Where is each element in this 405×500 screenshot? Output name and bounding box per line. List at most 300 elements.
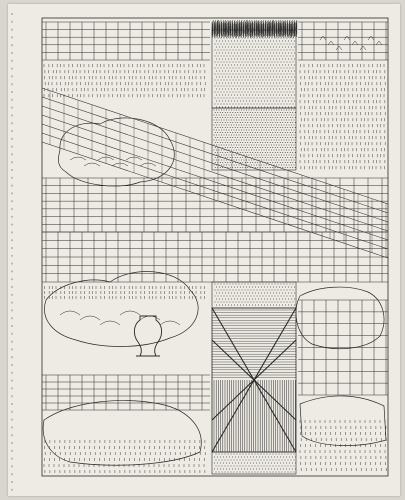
stipple-dot	[230, 98, 231, 99]
stipple-dot	[287, 80, 288, 81]
stipple-dot	[269, 104, 270, 105]
stipple-dot	[282, 287, 283, 288]
stipple-dot	[222, 83, 223, 84]
stipple-dot	[254, 115, 255, 116]
stipple-dot	[260, 132, 261, 133]
stipple-dot	[267, 35, 268, 36]
stipple-dot	[280, 157, 281, 158]
stipple-dot	[290, 127, 291, 128]
stipple-dot	[270, 95, 271, 96]
stipple-dot	[233, 296, 234, 297]
stipple-dot	[278, 284, 279, 285]
stipple-dot	[259, 160, 260, 161]
stipple-dot	[248, 68, 249, 69]
stipple-dot	[255, 83, 256, 84]
stipple-dot	[267, 132, 268, 133]
stipple-dot	[275, 62, 276, 63]
stipple-dot	[257, 132, 258, 133]
stipple-dot	[214, 463, 215, 464]
stipple-dot	[216, 59, 217, 60]
stipple-dot	[242, 132, 243, 133]
stipple-dot	[222, 127, 223, 128]
stipple-dot	[240, 299, 241, 300]
stipple-dot	[275, 167, 276, 168]
stipple-dot	[239, 80, 240, 81]
stipple-dot	[222, 162, 223, 163]
stipple-dot	[261, 140, 262, 141]
stipple-dot	[280, 137, 281, 138]
stipple-dot	[287, 32, 288, 33]
stipple-dot	[288, 59, 289, 60]
stipple-dot	[275, 74, 276, 75]
stipple-dot	[288, 71, 289, 72]
stipple-dot	[232, 132, 233, 133]
stipple-dot	[258, 299, 259, 300]
stipple-dot	[275, 157, 276, 158]
stipple-dot	[294, 140, 295, 141]
stipple-dot	[240, 454, 241, 455]
stipple-dot	[234, 293, 235, 294]
stipple-dot	[276, 145, 277, 146]
stipple-dot	[269, 130, 270, 131]
binding-hole	[11, 29, 13, 31]
stipple-dot	[216, 77, 217, 78]
stipple-dot	[248, 98, 249, 99]
stipple-dot	[245, 98, 246, 99]
binding-hole	[11, 372, 13, 374]
stipple-dot	[255, 112, 256, 113]
stipple-dot	[255, 65, 256, 66]
stipple-dot	[214, 130, 215, 131]
stipple-dot	[230, 162, 231, 163]
stipple-dot	[267, 122, 268, 123]
stipple-dot	[285, 127, 286, 128]
stipple-dot	[215, 162, 216, 163]
stipple-dot	[215, 80, 216, 81]
stipple-dot	[258, 47, 259, 48]
stipple-dot	[280, 142, 281, 143]
stipple-dot	[217, 137, 218, 138]
stipple-dot	[287, 157, 288, 158]
stipple-dot	[237, 127, 238, 128]
stipple-dot	[215, 32, 216, 33]
stipple-dot	[242, 98, 243, 99]
stipple-dot	[295, 162, 296, 163]
stipple-dot	[245, 92, 246, 93]
stipple-dot	[280, 463, 281, 464]
stipple-dot	[249, 71, 250, 72]
stipple-dot	[260, 290, 261, 291]
stipple-dot	[246, 71, 247, 72]
stipple-dot	[239, 302, 240, 303]
stipple-dot	[257, 104, 258, 105]
stipple-dot	[222, 287, 223, 288]
stipple-dot	[290, 80, 291, 81]
stipple-dot	[271, 469, 272, 470]
stipple-dot	[245, 137, 246, 138]
stipple-dot	[285, 107, 286, 108]
stipple-dot	[216, 299, 217, 300]
stipple-dot	[216, 293, 217, 294]
stipple-dot	[270, 83, 271, 84]
stipple-dot	[262, 463, 263, 464]
stipple-dot	[286, 140, 287, 141]
stipple-dot	[233, 290, 234, 291]
stipple-dot	[266, 80, 267, 81]
stipple-dot	[242, 112, 243, 113]
stipple-dot	[278, 44, 279, 45]
stipple-dot	[270, 35, 271, 36]
stipple-dot	[287, 132, 288, 133]
stipple-dot	[262, 117, 263, 118]
stipple-dot	[275, 68, 276, 69]
stipple-dot	[279, 107, 280, 108]
stipple-dot	[218, 302, 219, 303]
stipple-dot	[248, 44, 249, 45]
stipple-dot	[256, 150, 257, 151]
stipple-dot	[286, 130, 287, 131]
stipple-dot	[293, 68, 294, 69]
stipple-dot	[284, 104, 285, 105]
stipple-dot	[279, 460, 280, 461]
stipple-dot	[228, 89, 229, 90]
stipple-dot	[232, 469, 233, 470]
stipple-dot	[238, 463, 239, 464]
mountain-squiggle	[336, 46, 342, 50]
stipple-dot	[243, 41, 244, 42]
binding-hole	[11, 442, 13, 444]
stipple-dot	[233, 68, 234, 69]
stipple-dot	[273, 95, 274, 96]
stipple-dot	[219, 115, 220, 116]
stipple-dot	[237, 107, 238, 108]
stipple-dot	[291, 83, 292, 84]
stipple-dot	[267, 71, 268, 72]
stipple-dot	[285, 117, 286, 118]
stipple-dot	[247, 162, 248, 163]
stipple-dot	[234, 466, 235, 467]
stipple-dot	[277, 469, 278, 470]
stipple-dot	[249, 160, 250, 161]
stipple-dot	[293, 62, 294, 63]
stipple-dot	[254, 302, 255, 303]
stipple-dot	[233, 86, 234, 87]
stipple-dot	[229, 125, 230, 126]
stipple-dot	[251, 150, 252, 151]
stipple-dot	[221, 120, 222, 121]
stipple-dot	[229, 145, 230, 146]
stipple-dot	[239, 290, 240, 291]
stipple-dot	[285, 142, 286, 143]
stipple-dot	[284, 74, 285, 75]
stipple-dot	[285, 47, 286, 48]
stipple-dot	[240, 35, 241, 36]
stipple-dot	[221, 74, 222, 75]
stipple-dot	[246, 53, 247, 54]
stipple-dot	[270, 127, 271, 128]
stipple-dot	[288, 305, 289, 306]
stipple-dot	[243, 472, 244, 473]
stipple-dot	[281, 284, 282, 285]
stipple-dot	[230, 284, 231, 285]
stipple-dot	[289, 165, 290, 166]
stipple-dot	[236, 38, 237, 39]
stipple-dot	[246, 41, 247, 42]
stipple-dot	[217, 127, 218, 128]
stipple-dot	[268, 469, 269, 470]
stipple-dot	[235, 142, 236, 143]
stipple-dot	[261, 115, 262, 116]
stipple-dot	[290, 167, 291, 168]
stipple-dot	[286, 457, 287, 458]
stipple-dot	[257, 74, 258, 75]
stipple-dot	[256, 135, 257, 136]
stipple-dot	[242, 284, 243, 285]
stipple-dot	[287, 147, 288, 148]
stipple-dot	[222, 293, 223, 294]
urn-figure	[134, 316, 161, 356]
stipple-dot	[234, 460, 235, 461]
stipple-dot	[279, 454, 280, 455]
binding-hole	[11, 153, 13, 155]
stipple-dot	[216, 95, 217, 96]
stipple-dot	[281, 290, 282, 291]
stipple-dot	[295, 127, 296, 128]
stipple-dot	[261, 125, 262, 126]
stipple-dot	[266, 110, 267, 111]
stipple-dot	[252, 112, 253, 113]
stipple-dot	[239, 165, 240, 166]
stipple-dot	[225, 305, 226, 306]
stipple-dot	[224, 32, 225, 33]
stipple-dot	[293, 104, 294, 105]
stipple-dot	[278, 92, 279, 93]
stipple-dot	[276, 95, 277, 96]
stipple-dot	[286, 110, 287, 111]
stipple-dot	[214, 115, 215, 116]
stipple-dot	[290, 152, 291, 153]
stipple-dot	[266, 130, 267, 131]
stipple-dot	[293, 284, 294, 285]
stipple-dot	[291, 71, 292, 72]
stipple-dot	[223, 463, 224, 464]
stipple-dot	[248, 302, 249, 303]
stipple-dot	[245, 56, 246, 57]
stipple-dot	[248, 38, 249, 39]
stipple-dot	[264, 299, 265, 300]
stipple-dot	[227, 137, 228, 138]
stipple-dot	[265, 112, 266, 113]
stipple-dot	[279, 77, 280, 78]
stipple-dot	[272, 137, 273, 138]
stipple-dot	[276, 115, 277, 116]
stipple-dot	[246, 299, 247, 300]
stipple-dot	[240, 293, 241, 294]
stipple-dot	[239, 50, 240, 51]
stipple-dot	[242, 167, 243, 168]
stipple-dot	[249, 454, 250, 455]
binding-hole	[11, 450, 13, 452]
stipple-dot	[269, 165, 270, 166]
stipple-dot	[267, 287, 268, 288]
stipple-dot	[264, 145, 265, 146]
stipple-dot	[294, 59, 295, 60]
stipple-dot	[227, 68, 228, 69]
stipple-dot	[270, 299, 271, 300]
stipple-dot	[236, 150, 237, 151]
stipple-dot	[272, 44, 273, 45]
stipple-dot	[285, 35, 286, 36]
stipple-dot	[285, 89, 286, 90]
stipple-dot	[230, 157, 231, 158]
stipple-dot	[238, 457, 239, 458]
stipple-dot	[288, 299, 289, 300]
stipple-dot	[219, 287, 220, 288]
stipple-dot	[278, 98, 279, 99]
stipple-dot	[270, 107, 271, 108]
stipple-dot	[269, 115, 270, 116]
stipple-dot	[266, 296, 267, 297]
stipple-dot	[239, 150, 240, 151]
stipple-dot	[263, 86, 264, 87]
stipple-dot	[231, 101, 232, 102]
stipple-dot	[251, 165, 252, 166]
stipple-dot	[234, 140, 235, 141]
stipple-dot	[248, 92, 249, 93]
stipple-dot	[214, 110, 215, 111]
stipple-dot	[279, 101, 280, 102]
stipple-dot	[221, 80, 222, 81]
stipple-dot	[285, 132, 286, 133]
stipple-dot	[250, 132, 251, 133]
stipple-dot	[225, 137, 226, 138]
stipple-dot	[252, 132, 253, 133]
stipple-dot	[222, 35, 223, 36]
stipple-dot	[229, 155, 230, 156]
stipple-dot	[266, 86, 267, 87]
stipple-dot	[267, 65, 268, 66]
stipple-dot	[219, 460, 220, 461]
stipple-dot	[229, 140, 230, 141]
rock-outline	[296, 287, 384, 349]
stipple-dot	[231, 293, 232, 294]
stipple-dot	[246, 155, 247, 156]
stipple-dot	[282, 83, 283, 84]
stipple-dot	[252, 41, 253, 42]
spiral-binding-holes	[11, 13, 13, 491]
stipple-dot	[222, 112, 223, 113]
stipple-dot	[259, 150, 260, 151]
stipple-dot	[246, 59, 247, 60]
rock-contour	[100, 321, 120, 325]
stipple-dot	[255, 137, 256, 138]
stipple-dot	[246, 140, 247, 141]
stipple-dot	[294, 77, 295, 78]
stipple-dot	[236, 302, 237, 303]
stipple-dot	[230, 142, 231, 143]
stipple-dot	[222, 299, 223, 300]
stipple-dot	[249, 140, 250, 141]
binding-hole	[11, 247, 13, 249]
stipple-dot	[257, 98, 258, 99]
binding-hole	[11, 44, 13, 46]
stipple-dot	[249, 101, 250, 102]
stipple-dot	[261, 150, 262, 151]
stipple-dot	[254, 145, 255, 146]
stipple-panel	[212, 108, 296, 170]
stipple-dot	[245, 284, 246, 285]
stipple-dot	[227, 92, 228, 93]
stipple-dot	[215, 44, 216, 45]
stipple-dot	[293, 44, 294, 45]
stipple-dot	[252, 59, 253, 60]
stipple-dot	[266, 74, 267, 75]
stipple-dot	[273, 83, 274, 84]
stipple-dot	[228, 95, 229, 96]
stipple-dot	[269, 150, 270, 151]
stipple-dot	[228, 83, 229, 84]
stipple-dot	[246, 115, 247, 116]
stipple-dot	[240, 59, 241, 60]
stipple-dot	[266, 38, 267, 39]
stipple-dot	[277, 142, 278, 143]
binding-hole	[11, 489, 13, 491]
stipple-dot	[221, 140, 222, 141]
stipple-dot	[284, 290, 285, 291]
stipple-dot	[214, 469, 215, 470]
stipple-dot	[216, 150, 217, 151]
stipple-dot	[287, 142, 288, 143]
stipple-dot	[282, 454, 283, 455]
stipple-dot	[234, 95, 235, 96]
stipple-dot	[226, 140, 227, 141]
stipple-dot	[271, 150, 272, 151]
rock-contour	[120, 311, 140, 315]
stipple-dot	[252, 101, 253, 102]
stipple-dot	[283, 469, 284, 470]
stipple-dot	[292, 469, 293, 470]
stipple-dot	[263, 290, 264, 291]
binding-hole	[11, 114, 13, 116]
stipple-dot	[263, 44, 264, 45]
stipple-dot	[230, 104, 231, 105]
stipple-dot	[221, 290, 222, 291]
stipple-dot	[261, 155, 262, 156]
stipple-dot	[225, 152, 226, 153]
stipple-dot	[287, 44, 288, 45]
stipple-dot	[252, 460, 253, 461]
stipple-dot	[244, 155, 245, 156]
stipple-dot	[263, 32, 264, 33]
stipple-dot	[280, 152, 281, 153]
stipple-dot	[233, 56, 234, 57]
stipple-dot	[261, 71, 262, 72]
stipple-dot	[279, 305, 280, 306]
binding-hole	[11, 481, 13, 483]
stipple-dot	[261, 41, 262, 42]
stipple-dot	[264, 160, 265, 161]
stipple-dot	[249, 472, 250, 473]
stipple-dot	[293, 80, 294, 81]
stipple-dot	[260, 137, 261, 138]
stipple-dot	[281, 32, 282, 33]
stipple-dot	[245, 296, 246, 297]
stipple-dot	[250, 162, 251, 163]
stipple-dot	[269, 98, 270, 99]
stipple-dot	[292, 162, 293, 163]
stipple-dot	[290, 122, 291, 123]
stipple-dot	[239, 56, 240, 57]
